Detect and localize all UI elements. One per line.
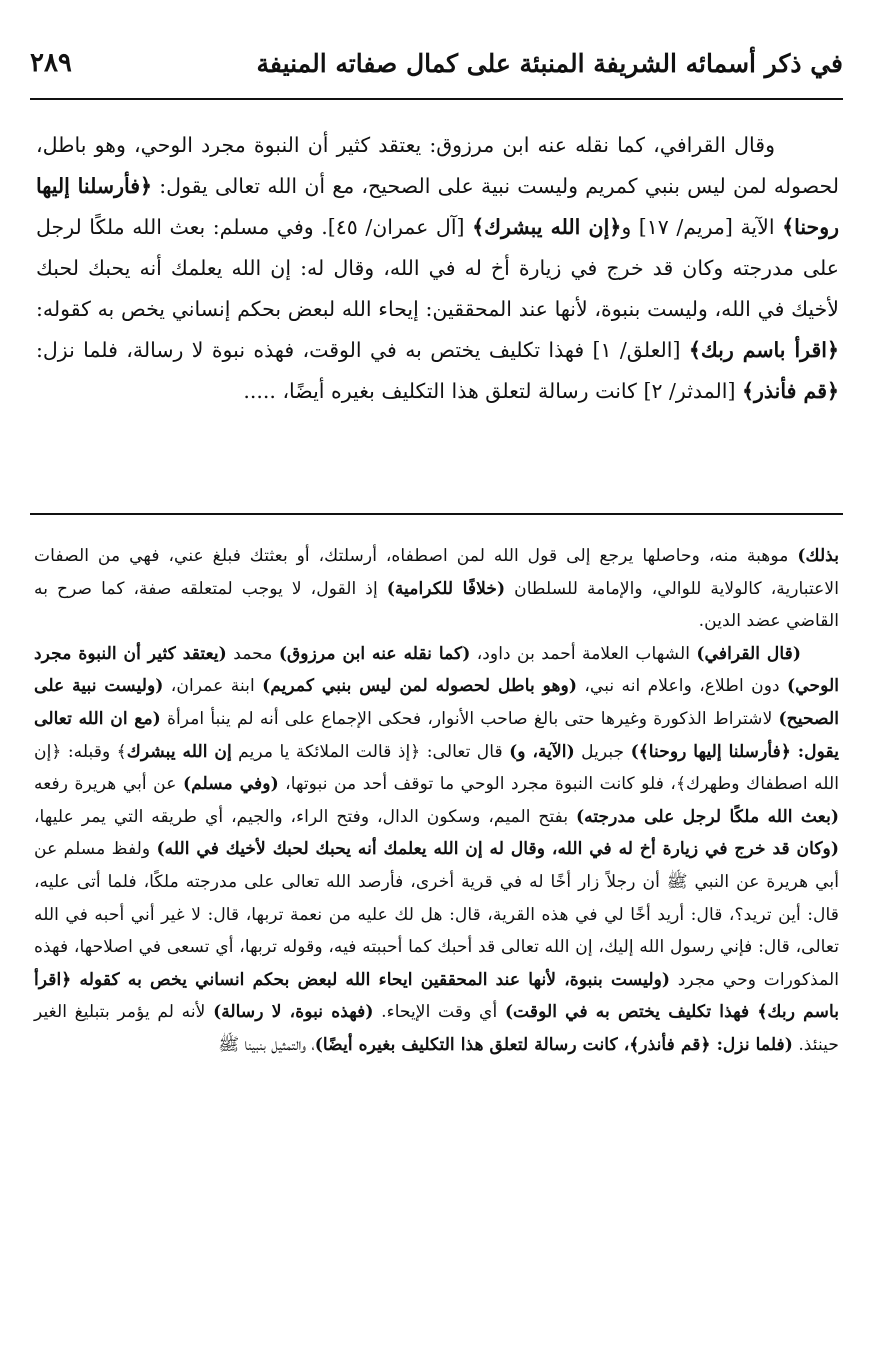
commentary-run: ولفظ مسلم عن أبي هريرة عن النبي ﷺ أن رجلاً زار أخًا له في قرية أخرى، فأرصد الله تعالى على مدرجته ملكًا، فلما أتى عليه، قال: أين تريد؟، قال: أريد أخًا لي في هذه القرية، قال: هل لك عليه من نعمة تربها، قال: لا غير أني أحبه في الله تعالى، قال: فإني رسول الله إليك، إن الله تعالى قد أحبك كما أحببته فيه، وقوله تربها، أي تسعى في اصلاحها، فهذه المذكورات وحي مجرد	[34, 839, 839, 990]
quoted-matn: (الآية، و)	[509, 741, 575, 762]
quoted-matn: (وفي مسلم)	[182, 774, 279, 795]
quran-quote: ﴿اقرأ باسم ربك﴾	[688, 338, 840, 362]
commentary-run: قال تعالى: ﴿إذ قالت الملائكة يا مريم	[231, 741, 510, 762]
quoted-matn: (قال القرافي)	[696, 643, 801, 664]
commentary-run: جبريل	[574, 741, 631, 762]
main-paragraph	[36, 125, 839, 412]
commentary-text	[34, 540, 839, 1062]
main-text-run: الآية [مريم/ ١٧] و	[621, 215, 783, 239]
commentary-paragraph	[34, 638, 839, 1062]
quoted-matn: (كما نقله عنه ابن مرزوق)	[278, 643, 471, 664]
quoted-matn: (فلما نزل: ﴿قم فأنذر﴾، كانت رسالة لتعلق هذا التكليف بغيره أيضًا)	[314, 1034, 793, 1055]
quran-quote: ﴿إن الله يبشرك﴾	[472, 215, 622, 239]
commentary-run: بفتح الميم، وسكون الدال، وفتح الراء، والجيم، أي طريقه التي يمر عليها،	[34, 806, 577, 827]
main-text-run: [المدثر/ ٢] كانت رسالة لتعلق هذا التكليف بغيره أيضًا، .....	[243, 379, 742, 403]
quran-quote: ﴿قم فأنذر﴾	[741, 379, 839, 403]
quoted-matn: إن الله يبشرك	[126, 741, 232, 762]
commentary-run: لاشتراط الذكورة وغيرها حتى بالغ صاحب الأنوار، فحكى الإجماع على أنه لم ينبأ امرأة	[160, 708, 779, 729]
main-text	[36, 125, 839, 412]
quoted-matn: (وليست بنبوة، لأنها عند المحققين ايحاء الله لبعض بحكم انساني يخص به كقوله ﴿اقرأ باسم ربك﴾ فهذا تكليف يختص به في الوقت)	[34, 969, 840, 1023]
page-header	[30, 38, 843, 88]
commentary-run: لأنه لم يؤمر بتبليغ الغير حينئذ.	[34, 1002, 839, 1055]
quoted-matn: (فهذه نبوة، لا رسالة)	[213, 1002, 374, 1023]
main-text-run: وقال القرافي، كما نقله عنه ابن مرزوق: يعتقد كثير أن النبوة مجرد الوحي، وهو باطل، لحصوله لمن ليس بنبي كمريم وليست نبية على الصحيح، مع أن الله تعالى يقول:	[36, 133, 839, 198]
main-text-run: [آل عمران/ ٤٥]. وفي مسلم: بعث الله ملكًا لرجل على مدرجته وكان قد خرج في زيارة أخ له في الله، وقال له: إن الله يعلمك أنه يحبك لحبك لأخيك في الله، وليست بنبوة، لأنها عند المحققين: إيحاء الله لبعض بحكم إنساني يخص به كقوله:	[36, 215, 839, 321]
main-text-run: [العلق/ ١] فهذا تكليف يختص به في الوقت، فهذه نبوة لا رسالة، فلما نزل:	[36, 338, 689, 362]
commentary-run: أي وقت الإيحاء.	[373, 1002, 505, 1023]
commentary-run: ، والتمثيل بنبينا ﷺ	[218, 1034, 315, 1055]
header-rule	[30, 98, 843, 100]
quoted-matn: بذلك)	[797, 546, 839, 566]
commentary-run: دون اطلاع، واعلام انه نبي،	[576, 676, 788, 697]
commentary-run: محمد	[226, 643, 279, 664]
running-title: في ذكر أسمائه الشريفة المنبئة على كمال صفاته المنيفة	[256, 48, 843, 78]
quoted-matn: (وكان قد خرج في زيارة أخ له في الله، وقال له إن الله يعلمك أنه يحبك لحبك لأخيك في الله)	[156, 839, 839, 860]
commentary-run: إذ القول، لا يوجب لمتعلقه صفة، كما صرح به القاضي عضد الدين.	[34, 578, 839, 632]
quoted-matn: (يعتقد كثير أن النبوة مجرد الوحي)	[34, 643, 839, 697]
quran-quote: ﴿فأرسلنا إليها روحنا﴾	[36, 174, 839, 239]
commentary-run: ﴾ وقبله: ﴿إن الله اصطفاك وطهرك﴾، فلو كانت النبوة مجرد الوحي ما توقف أحد من نبوتها،	[34, 741, 839, 795]
quoted-matn: (وليست نبية على الصحيح)	[34, 676, 839, 729]
commentary-run: موهبة منه، وحاصلها يرجع إلى قول الله لمن اصطفاه، أرسلتك، أو بعثتك فبلغ عني، فهي من الصفات الاعتبارية، كالولاية للوالي، والإمامة للسلطان	[34, 546, 839, 599]
quoted-matn: (خلافًا للكرامية)	[386, 578, 506, 599]
commentary-run: عن أبي هريرة رفعه	[34, 774, 183, 795]
commentary-paragraph	[34, 540, 839, 638]
quoted-matn: (بعث الله ملكًا لرجل على مدرجته)	[576, 806, 840, 827]
quoted-matn: (وهو باطل لحصوله لمن ليس بنبي كمريم)	[262, 676, 577, 697]
separator-rule	[30, 513, 843, 515]
commentary-run: الشهاب العلامة أحمد بن داود،	[470, 643, 697, 664]
quoted-matn: (مع ان الله تعالى يقول: ﴿فأرسلنا إليها روحنا﴾)	[34, 708, 839, 762]
page-number: ٢٨٩	[30, 48, 72, 78]
commentary-run: ابنة عمران،	[163, 676, 263, 697]
